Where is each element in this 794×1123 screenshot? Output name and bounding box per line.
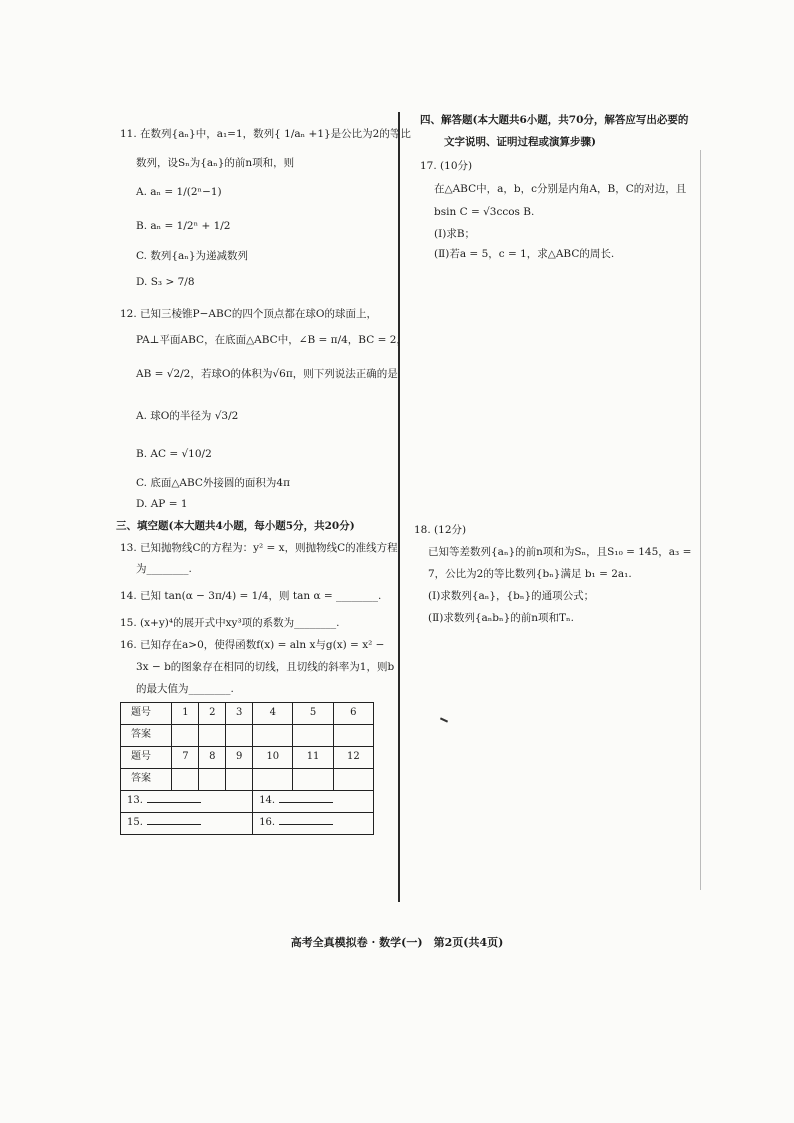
- q17-line1: 在△ABC中，a，b，c分别是内角A，B，C的对边，且: [434, 183, 687, 195]
- q11-stem-line2: 数列，设Sₙ为{aₙ}的前n项和，则: [136, 157, 295, 169]
- table-cell: 5: [293, 703, 333, 725]
- fill-blank-16[interactable]: [279, 824, 333, 825]
- fill-label-16: 16.: [259, 817, 276, 829]
- answer-cell-10[interactable]: [253, 769, 293, 791]
- table-cell: 答案: [121, 725, 172, 747]
- section4-heading-line2: 文字说明、证明过程或演算步骤): [444, 136, 596, 148]
- table-row: [121, 725, 374, 747]
- table-cell: 7: [172, 747, 199, 769]
- q17-line2: bsin C = √3ccos B.: [434, 206, 535, 218]
- q13-line2: 为________.: [136, 563, 192, 575]
- table-cell: 9: [226, 747, 253, 769]
- table-row: [121, 747, 374, 769]
- q12-stem-line1: 12. 已知三棱锥P−ABC的四个顶点都在球O的球面上，: [120, 308, 378, 320]
- q17-heading: 17. (10分): [420, 160, 473, 172]
- table-row: [121, 703, 374, 725]
- answer-cell-2[interactable]: [199, 725, 226, 747]
- section3-heading: 三、填空题(本大题共4小题，每小题5分，共20分): [116, 520, 355, 532]
- fill-blank-15[interactable]: [147, 824, 201, 825]
- table-cell: 11: [293, 747, 333, 769]
- table-cell: 8: [199, 747, 226, 769]
- fill-cell-14[interactable]: [253, 791, 374, 813]
- table-cell: 3: [226, 703, 253, 725]
- q13-line1: 13. 已知抛物线C的方程为：y² = x，则抛物线C的准线方程: [120, 542, 398, 554]
- table-row: [121, 791, 374, 813]
- answer-cell-9[interactable]: [226, 769, 253, 791]
- q12-stem-line2: PA⊥平面ABC，在底面△ABC中，∠B = π/4，BC = 2，: [136, 334, 407, 346]
- answer-cell-1[interactable]: [172, 725, 199, 747]
- answer-cell-5[interactable]: [293, 725, 333, 747]
- answer-cell-12[interactable]: [333, 769, 373, 791]
- q18-line2: 7，公比为2的等比数列{bₙ}满足 b₁ = 2a₁.: [428, 568, 632, 580]
- q16-line1: 16. 已知存在a>0，使得函数f(x) = aln x与g(x) = x² −: [120, 639, 385, 651]
- right-edge-divider: [700, 150, 701, 890]
- q15: 15. (x+y)⁴的展开式中xy³项的系数为________.: [120, 617, 340, 629]
- fill-blank-13[interactable]: [147, 802, 201, 803]
- q14: 14. 已知 tan(α − 3π/4) = 1/4，则 tan α = ________.: [120, 590, 382, 602]
- q11-stem-line1: 11. 在数列{aₙ}中，a₁=1，数列{ 1/aₙ +1}是公比为2的等比: [120, 128, 411, 140]
- q18-part1: (Ⅰ)求数列{aₙ}，{bₙ}的通项公式；: [428, 590, 595, 602]
- fill-label-15: 15.: [127, 817, 143, 829]
- q17-part1: (Ⅰ)求B；: [434, 228, 476, 240]
- fill-cell-16[interactable]: [253, 813, 374, 835]
- answer-cell-3[interactable]: [226, 725, 253, 747]
- page-footer: 高考全真模拟卷 · 数学(一) 第2页(共4页): [290, 936, 504, 949]
- q18-heading: 18. (12分): [414, 524, 467, 536]
- answer-cell-4[interactable]: [253, 725, 293, 747]
- table-cell: 答案: [121, 769, 172, 791]
- table-cell: 6: [333, 703, 373, 725]
- q18-part2: (Ⅱ)求数列{aₙbₙ}的前n项和Tₙ.: [428, 612, 574, 624]
- q16-line2: 3x − b的图象存在相同的切线，且切线的斜率为1，则b: [136, 661, 395, 673]
- table-cell: 12: [333, 747, 373, 769]
- q12-option-a: A. 球O的半径为 √3/2: [136, 410, 239, 422]
- q11-option-b: B. aₙ = 1/2ⁿ + 1/2: [136, 220, 231, 232]
- table-cell: 题号: [121, 747, 172, 769]
- fill-label-13: 13.: [127, 795, 143, 807]
- table-row: [121, 813, 374, 835]
- table-cell: 题号: [121, 703, 172, 725]
- answer-table: [120, 702, 374, 835]
- q12-option-b: B. AC = √10/2: [136, 448, 212, 460]
- fill-label-14: 14.: [259, 795, 276, 807]
- q17-part2: (Ⅱ)若a = 5，c = 1，求△ABC的周长.: [434, 248, 615, 260]
- q11-option-a: A. aₙ = 1/(2ⁿ−1): [136, 186, 222, 198]
- answer-cell-6[interactable]: [333, 725, 373, 747]
- fill-cell-15[interactable]: [121, 813, 253, 835]
- table-cell: 1: [172, 703, 199, 725]
- answer-cell-7[interactable]: [172, 769, 199, 791]
- q11-option-c: C. 数列{aₙ}为递减数列: [136, 250, 248, 262]
- answer-cell-8[interactable]: [199, 769, 226, 791]
- q16-line3: 的最大值为________.: [136, 683, 234, 695]
- q12-option-c: C. 底面△ABC外接圆的面积为4π: [136, 477, 291, 489]
- answer-cell-11[interactable]: [293, 769, 333, 791]
- q18-line1: 已知等差数列{aₙ}的前n项和为Sₙ，且S₁₀ = 145，a₃ =: [428, 546, 692, 558]
- table-cell: 2: [199, 703, 226, 725]
- stray-mark: [440, 717, 448, 722]
- table-cell: 10: [253, 747, 293, 769]
- column-divider: [398, 112, 400, 902]
- section4-heading-line1: 四、解答题(本大题共6小题，共70分，解答应写出必要的: [420, 114, 689, 126]
- q12-option-d: D. AP = 1: [136, 498, 188, 510]
- q11-option-d: D. S₃ > 7/8: [136, 276, 195, 288]
- q12-stem-line3: AB = √2/2，若球O的体积为√6π，则下列说法正确的是: [136, 368, 398, 380]
- table-cell: 4: [253, 703, 293, 725]
- table-row: [121, 769, 374, 791]
- fill-blank-14[interactable]: [279, 802, 333, 803]
- fill-cell-13[interactable]: [121, 791, 253, 813]
